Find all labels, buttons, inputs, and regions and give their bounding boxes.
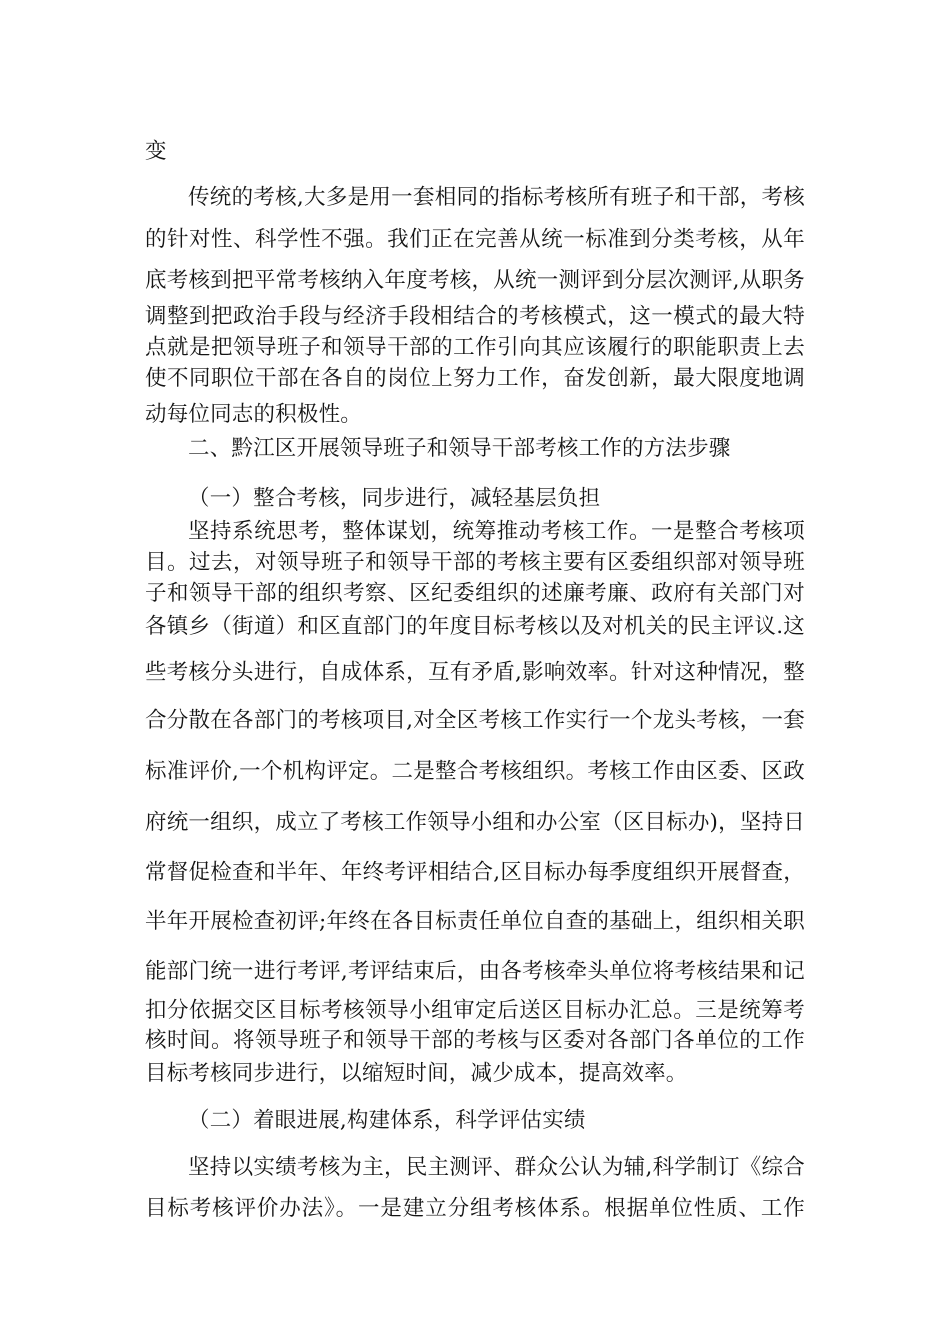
text-line-13: 子和领导干部的组织考察、区纪委组织的述廉考廉、政府有关部门对	[145, 581, 805, 606]
text-line-19: 常督促检查和半年、年终考评相结合,区目标办每季度组织开展督查，	[145, 860, 805, 885]
text-line-5: 调整到把政治手段与经济手段相结合的考核模式，这一模式的最大特	[145, 304, 805, 329]
text-line-16: 合分散在各部门的考核项目,对全区考核工作实行一个龙头考核，一套	[145, 708, 805, 733]
text-line-8: 动每位同志的积极性。	[145, 402, 363, 427]
text-line-12: 目。过去，对领导班子和领导干部的考核主要有区委组织部对领导班	[145, 550, 805, 575]
subsection-heading-2: （二）着眼进展,构建体系，科学评估实绩	[188, 1108, 586, 1133]
text-line-2: 传统的考核,大多是用一套相同的指标考核所有班子和干部，考核	[188, 185, 805, 210]
text-line-4: 底考核到把平常考核纳入年度考核，从统一测评到分层次测评,从职务	[145, 268, 805, 293]
subsection-heading-1: （一）整合考核，同步进行，减轻基层负担	[188, 486, 601, 511]
text-line-23: 核时间。将领导班子和领导干部的考核与区委对各部门各单位的工作	[145, 1028, 805, 1053]
section-heading-2: 二、黔江区开展领导班子和领导干部考核工作的方法步骤	[188, 436, 731, 461]
text-line-11: 坚持系统思考，整体谋划，统筹推动考核工作。一是整合考核项	[188, 519, 805, 544]
text-line-18: 府统一组织，成立了考核工作领导小组和办公室（区目标办)，坚持日	[145, 810, 805, 835]
text-line-21: 能部门统一进行考评,考评结束后，由各考核牵头单位将考核结果和记	[145, 959, 805, 984]
text-line-27: 目标考核评价办法》。一是建立分组考核体系。根据单位性质、工作	[145, 1196, 805, 1221]
text-line-20: 半年开展检查初评;年终在各目标责任单位自查的基础上，组织相关职	[145, 909, 805, 934]
text-line-7: 使不同职位干部在各自的岗位上努力工作，奋发创新，最大限度地调	[145, 366, 805, 391]
text-line-26: 坚持以实绩考核为主，民主测评、群众公认为辅,科学制订《综合	[188, 1155, 805, 1180]
text-line-14: 各镇乡（街道）和区直部门的年度目标考核以及对机关的民主评议.这	[145, 614, 805, 639]
text-line-3: 的针对性、科学性不强。我们正在完善从统一标准到分类考核，从年	[145, 227, 805, 252]
text-line-6: 点就是把领导班子和领导干部的工作引向其应该履行的职能职责上去	[145, 335, 805, 360]
text-line-15: 些考核分头进行，自成体系，互有矛盾,影响效率。针对这种情况，整	[145, 660, 805, 685]
text-line-1: 变	[145, 139, 167, 164]
text-line-22: 扣分依据交区目标考核领导小组审定后送区目标办汇总。三是统筹考	[145, 998, 805, 1023]
text-line-24: 目标考核同步进行，以缩短时间，减少成本，提高效率。	[145, 1061, 688, 1086]
text-line-17: 标准评价,一个机构评定。二是整合考核组织。考核工作由区委、区政	[145, 759, 805, 784]
